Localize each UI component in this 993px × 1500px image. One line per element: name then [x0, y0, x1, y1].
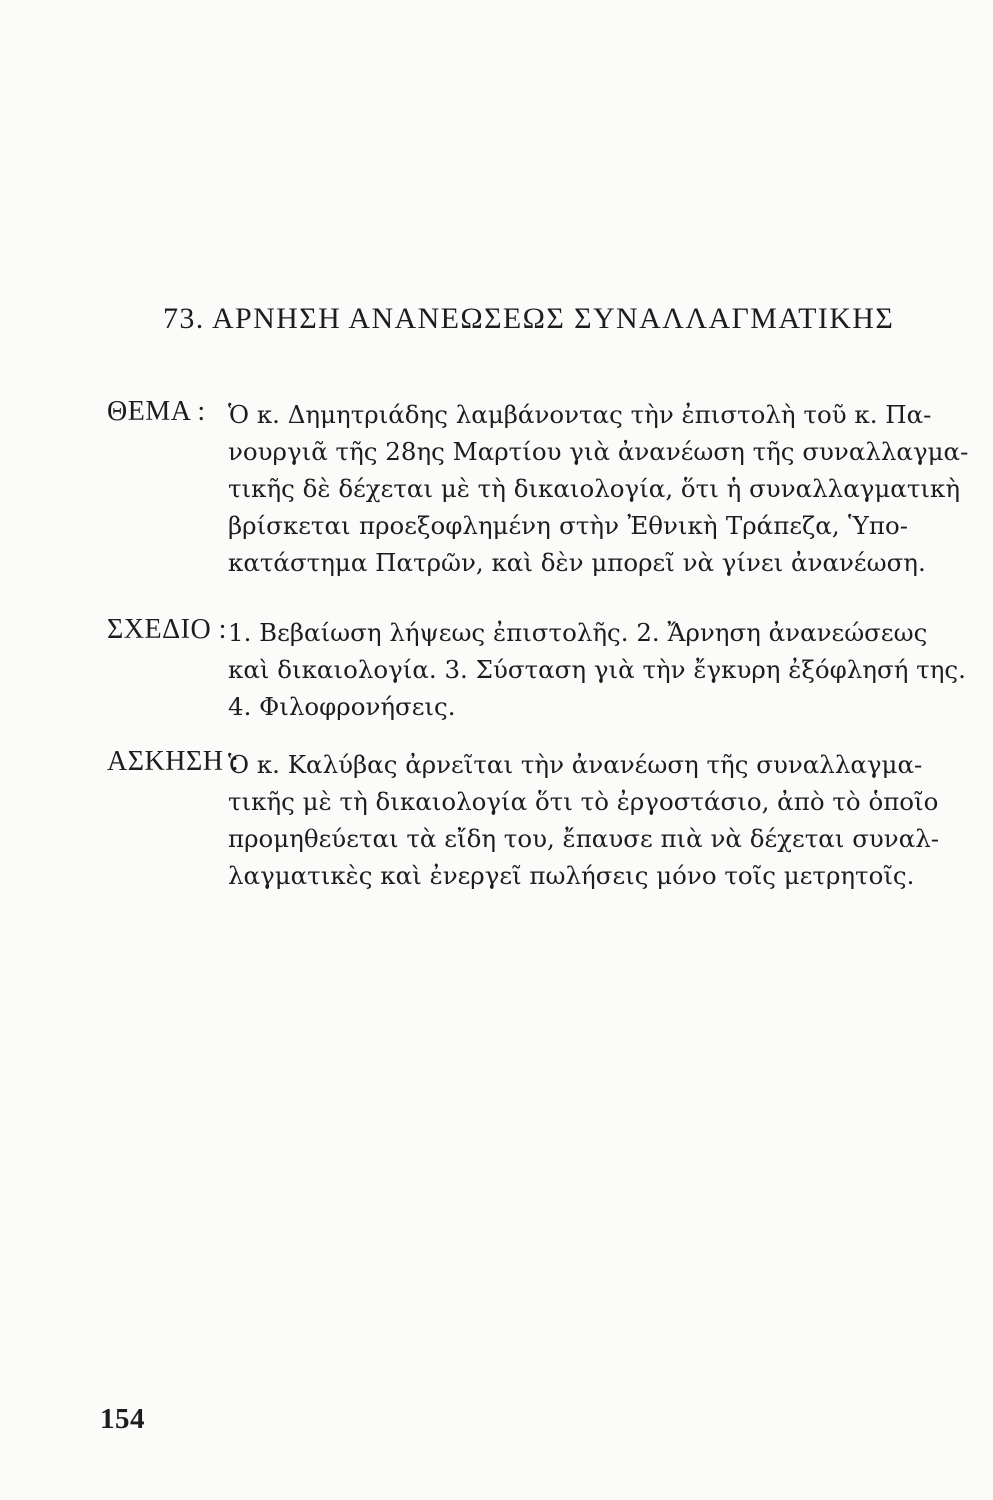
section-body-thema: [228, 396, 969, 581]
text-line: τικῆς μὲ τὴ δικαιολογία ὅτι τὸ ἐργοστάσιο, ἀπὸ τὸ ὁποῖο: [228, 787, 939, 816]
text-line: κατάστημα Πατρῶν, καὶ δὲν μπορεῖ νὰ γίνει ἀνανέωση.: [228, 548, 926, 577]
text-line: καὶ δικαιολογία. 3. Σύσταση γιὰ τὴν ἔγκυρη ἐξόφλησή της.: [228, 655, 966, 684]
text-line: Ὁ κ. Δημητριάδης λαμβάνοντας τὴν ἐπιστολὴ τοῦ κ. Πα-: [228, 400, 932, 429]
section-label-thema: ΘΕΜΑ :: [107, 396, 206, 427]
text-line: λαγματικὲς καὶ ἐνεργεῖ πωλήσεις μόνο τοῖς μετρητοῖς.: [228, 861, 915, 890]
section-label-schedio: ΣΧΕΔΙΟ :: [107, 614, 227, 645]
text-line: Ὁ κ. Καλύβας ἀρνεῖται τὴν ἀνανέωση τῆς συναλλαγμα-: [228, 750, 923, 779]
text-line: τικῆς δὲ δέχεται μὲ τὴ δικαιολογία, ὅτι ἡ συναλλαγματικὴ: [228, 474, 960, 503]
text-line: προμηθεύεται τὰ εἴδη του, ἔπαυσε πιὰ νὰ δέχεται συναλ-: [228, 824, 940, 853]
text-line: 1. Βεβαίωση λήψεως ἐπιστολῆς. 2. Ἄρνηση ἀνανεώσεως: [228, 618, 928, 647]
text-line: νουργιᾶ τῆς 28ης Μαρτίου γιὰ ἀνανέωση τῆς συναλλαγμα-: [228, 437, 969, 466]
text-line: βρίσκεται προεξοφλημένη στὴν Ἐθνικὴ Τράπεζα, Ὑπο-: [228, 511, 908, 540]
section-body-schedio: [228, 614, 966, 725]
section-body-askisi: [228, 746, 940, 894]
chapter-title: 73. ΑΡΝΗΣΗ ΑΝΑΝΕΩΣΕΩΣ ΣΥΝΑΛΛΑΓΜΑΤΙΚΗΣ: [163, 302, 895, 335]
text-line: 4. Φιλοφρονήσεις.: [228, 692, 456, 721]
section-label-askisi: ΑΣΚΗΣΗ :: [107, 746, 240, 777]
page-number: 154: [100, 1403, 145, 1435]
